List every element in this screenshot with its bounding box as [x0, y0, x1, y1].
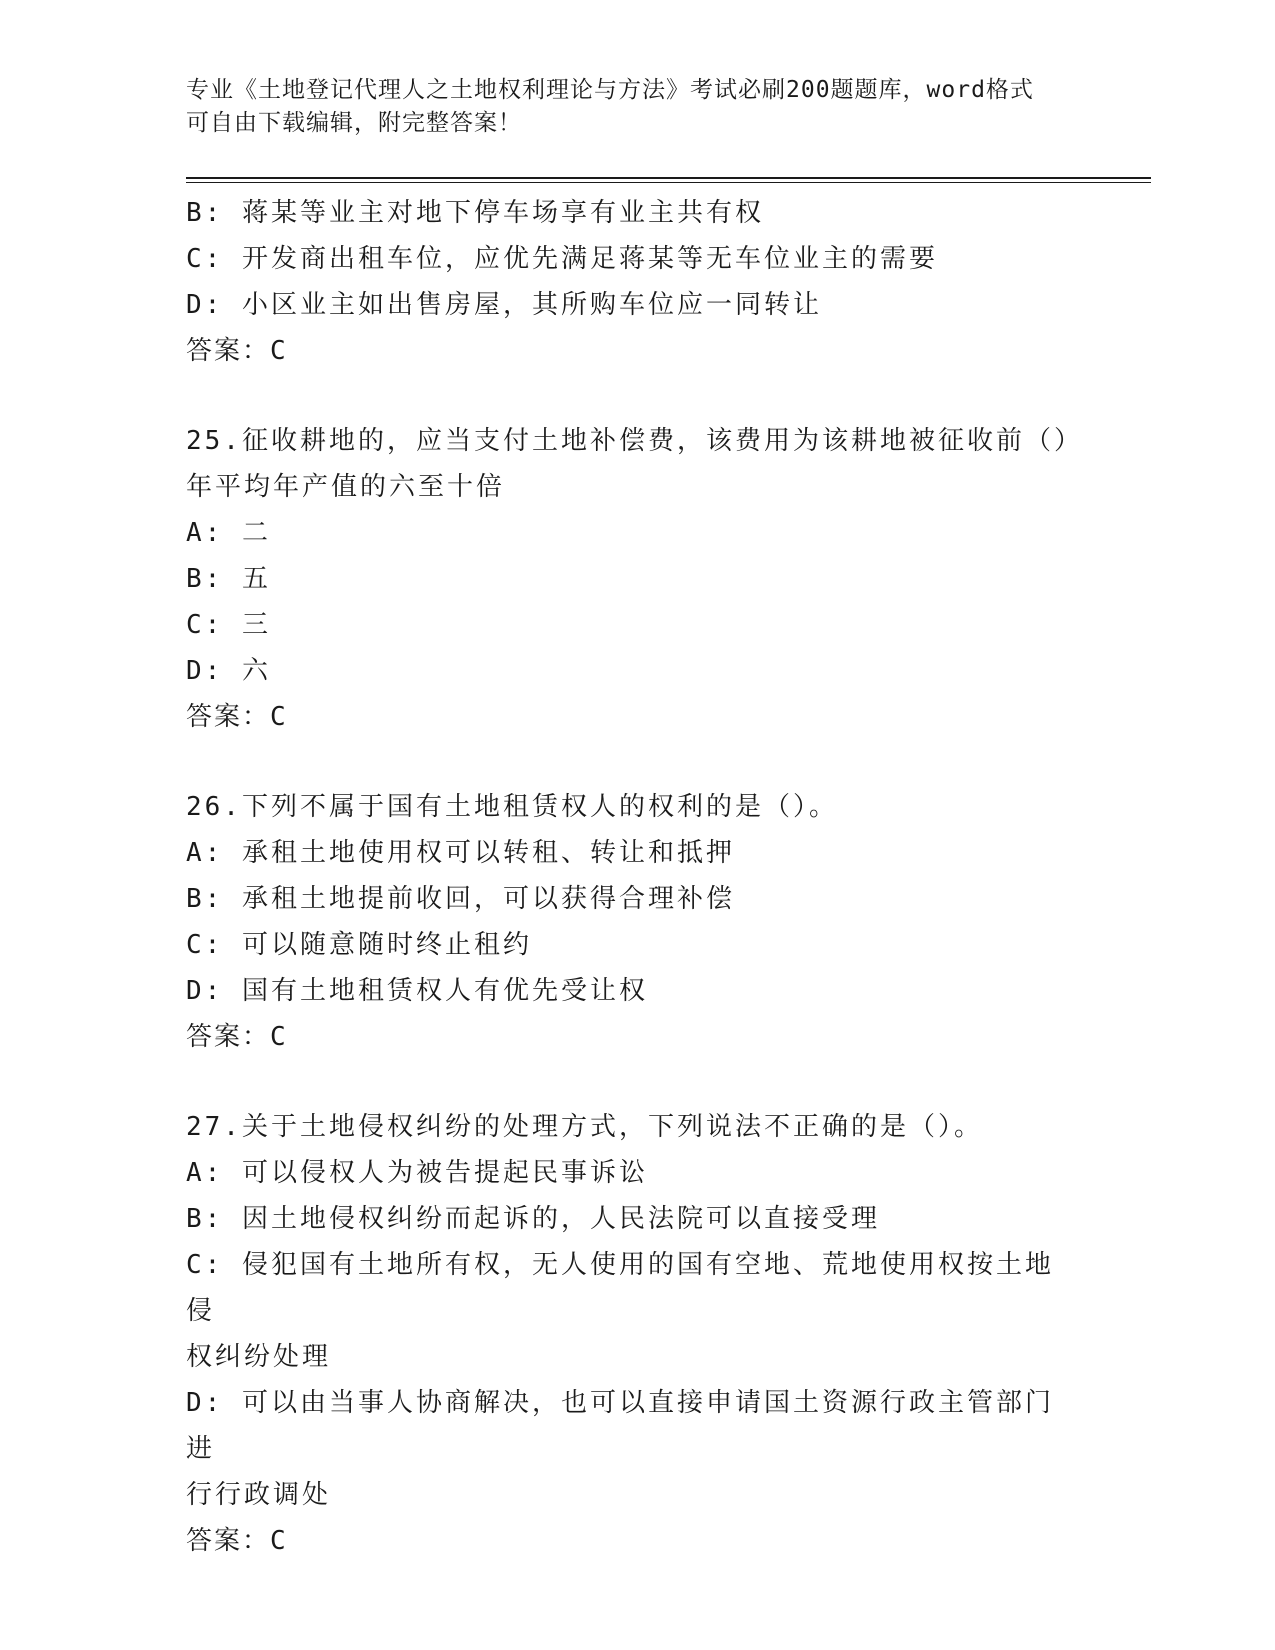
option-a: A: 可以侵权人为被告提起民事诉讼 [186, 1158, 648, 1188]
answer-line: 答案：C [186, 1022, 288, 1052]
question-block-25 [186, 418, 1083, 740]
option-a: A: 承租土地使用权可以转租、转让和抵押 [186, 838, 735, 868]
option-c: C: 开发商出租车位，应优先满足蒋某等无车位业主的需要 [186, 244, 938, 274]
header-line-2: 可自由下载编辑，附完整答案！ [186, 110, 522, 136]
option-d: D: 六 [186, 656, 271, 686]
option-a: A: 二 [186, 518, 271, 548]
option-d: D: 可以由当事人协商解决，也可以直接申请国土资源行政主管部门进 [186, 1388, 1054, 1464]
option-d: D: 国有土地租赁权人有优先受让权 [186, 976, 648, 1006]
header-line-1: 专业《土地登记代理人之土地权利理论与方法》考试必刷200题题库，word格式 [186, 77, 1034, 103]
answer-line: 答案：C [186, 336, 288, 366]
question-stem-continued: 年平均年产值的六至十倍 [186, 472, 506, 502]
question-block-27 [186, 1104, 1076, 1564]
question-list [186, 190, 1083, 1564]
question-stem: 26.下列不属于国有土地租赁权人的权利的是（）。 [186, 792, 838, 822]
header-divider-thin [186, 182, 1151, 183]
document-header [186, 74, 1086, 140]
question-block-24 [186, 190, 1076, 374]
spacer [186, 740, 1076, 784]
header-divider-thick [186, 177, 1151, 179]
option-b: B: 因土地侵权纠纷而起诉的，人民法院可以直接受理 [186, 1204, 880, 1234]
question-block-26 [186, 784, 1076, 1060]
option-b: B: 蒋某等业主对地下停车场享有业主共有权 [186, 198, 764, 228]
option-c: C: 可以随意随时终止租约 [186, 930, 532, 960]
option-d: D: 小区业主如出售房屋，其所购车位应一同转让 [186, 290, 822, 320]
option-c: C: 侵犯国有土地所有权，无人使用的国有空地、荒地使用权按土地侵 [186, 1250, 1054, 1326]
spacer [186, 374, 1076, 418]
option-c: C: 三 [186, 610, 271, 640]
option-b: B: 五 [186, 564, 271, 594]
answer-line: 答案：C [186, 1526, 288, 1556]
option-d-continued: 行行政调处 [186, 1480, 332, 1510]
option-b: B: 承租土地提前收回，可以获得合理补偿 [186, 884, 735, 914]
spacer [186, 1060, 1076, 1104]
question-stem: 25.征收耕地的，应当支付土地补偿费，该费用为该耕地被征收前（） [186, 426, 1083, 456]
question-stem: 27.关于土地侵权纠纷的处理方式，下列说法不正确的是（）。 [186, 1112, 983, 1142]
answer-line: 答案：C [186, 702, 288, 732]
option-c-continued: 权纠纷处理 [186, 1342, 332, 1372]
